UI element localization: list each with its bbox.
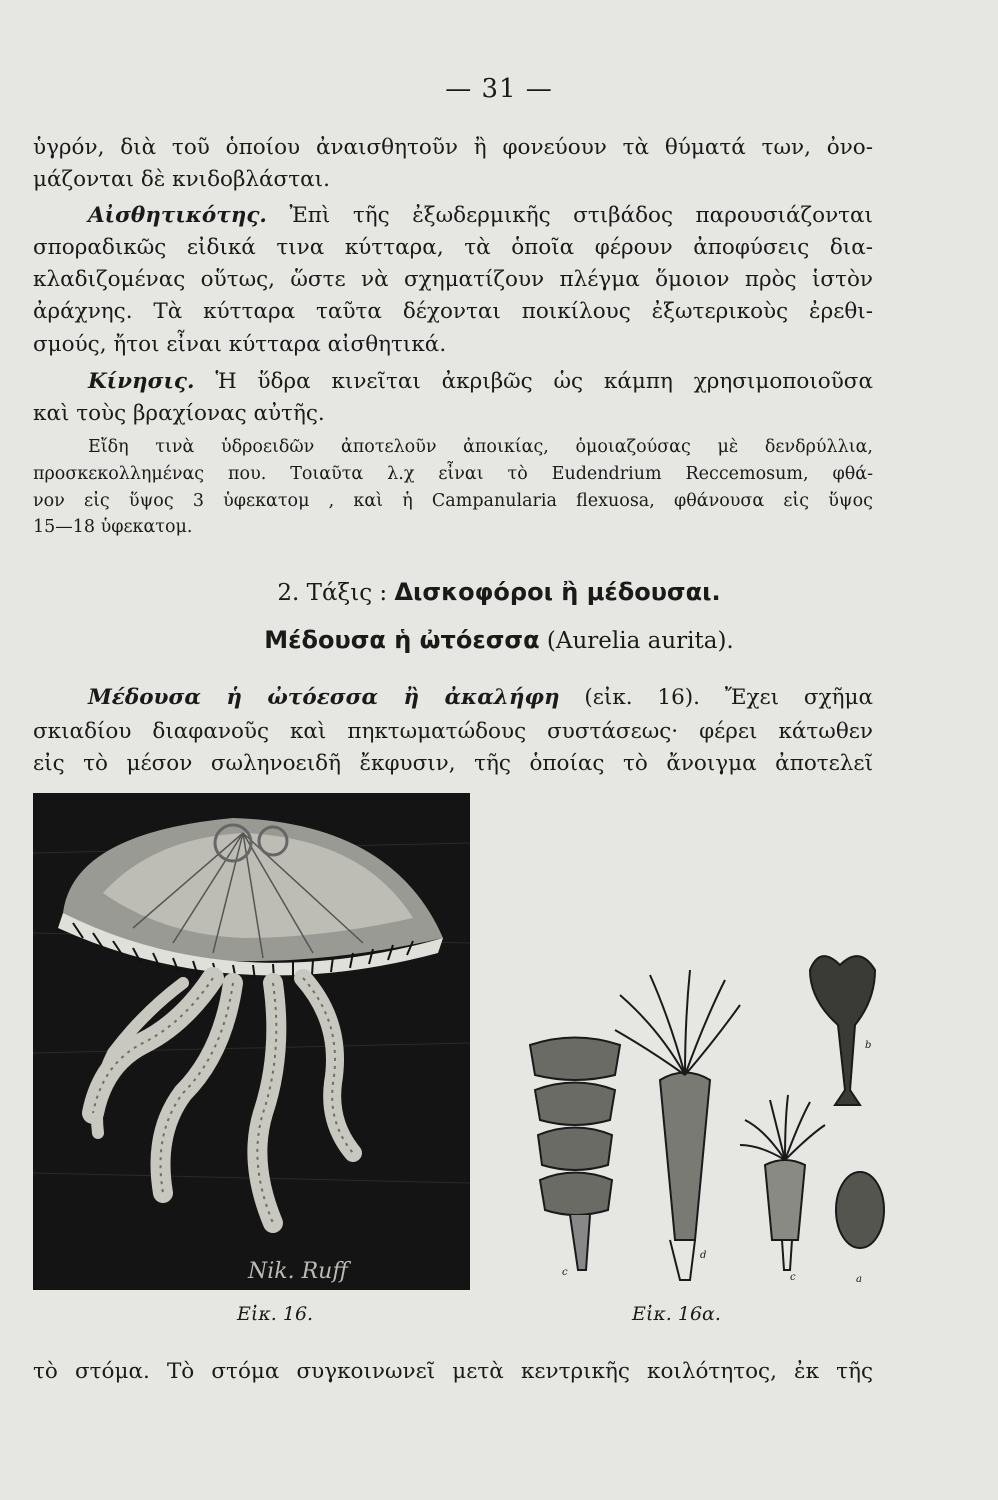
paragraph-heading: Μέδουσα ἡ ὠτόεσσα ἢ ἀκαλήφη [88,685,560,710]
paragraph-text: (εἰκ. 16). Ἔχει σχῆμα [559,685,873,710]
artist-signature: Nik. Ruff [248,1259,348,1284]
label-b: b [865,1040,872,1051]
text-line: τὸ στόμα. Τὸ στόμα συγκοινωνεῖ μετὰ κεντρικῆς κοιλότητος, ἐκ τῆς [33,1359,873,1384]
species-heading [0,626,998,654]
paragraph-heading: Κίνησις. [88,369,195,394]
text-line: ἀράχνης. Τὰ κύτταρα ταῦτα δέχονται ποικίλους ἐξωτερικοὺς ἐρεθι- [33,299,873,324]
order-heading [0,578,998,606]
note-line: προσκεκολλημένας που. Τοιαῦτα λ.χ εἶναι τὸ Eudendrium Reccemosum, φθά- [33,464,873,484]
hydroid-figure [520,950,892,1290]
order-label: 2. Τάξις : [277,580,388,606]
paragraph-text: Ἐπὶ τῆς ἐξωδερμικῆς στιβάδος παρουσιάζονται [266,203,873,228]
label-c2: c [790,1272,796,1283]
text-line [88,367,873,397]
label-a: a [856,1274,862,1285]
label-c1: c [562,1267,568,1278]
text-line: ὑγρόν, διὰ τοῦ ὁποίου ἀναισθητοῦν ἢ φονεύουν τὰ θύματά των, ὀνο- [33,135,873,160]
text-line: εἰς τὸ μέσον σωληνοειδῆ ἔκφυσιν, τῆς ὁποίας τὸ ἄνοιγμα ἀποτελεῖ [33,751,873,776]
text-line: σμούς, ἤτοι εἶναι κύτταρα αἰσθητικά. [33,332,447,357]
paragraph-heading: Αἰσθητικότης. [88,203,267,228]
text-line [88,683,873,713]
text-line: μάζονται δὲ κνιδοβλάσται. [33,167,330,192]
jellyfish-illustration [33,793,470,1290]
text-line: καὶ τοὺς βραχίονας αὐτῆς. [33,401,325,426]
hydroid-illustration [520,950,892,1290]
order-name: Δισκοφόροι ἢ μέδουσαι. [394,578,721,606]
text-line: σκιαδίου διαφανοῦς καὶ πηκτωματώδους συστάσεως· φέρει κάτωθεν [33,719,873,744]
species-name: Μέδουσα ἡ ὠτόεσσα [264,626,540,654]
note-line: 15—18 ὑφεκατομ. [33,517,193,537]
note-line: Εἴδη τινὰ ὑδροειδῶν ἀποτελοῦν ἀποικίας, ὁμοιαζούσας μὲ δενδρύλλια, [88,437,873,457]
text-line: σποραδικῶς εἰδικά τινα κύτταρα, τὰ ὁποῖα φέρουν ἀποφύσεις δια- [33,235,873,260]
paragraph-text: Ἡ ὕδρα κινεῖται ἀκριβῶς ὡς κάμπη χρησιμοποιοῦσα [194,369,873,394]
note-line: νον εἰς ὕψος 3 ὑφεκατομ , καὶ ἡ Campanularia flexuosa, φθάνουσα εἰς ὕψος [33,491,873,511]
label-d: d [700,1250,707,1261]
jellyfish-figure [33,793,470,1290]
fig16-caption: Εἰκ. 16. [237,1303,314,1325]
page-number: — 31 — [445,74,553,104]
species-latin: (Aurelia aurita). [546,628,734,654]
text-line [88,201,873,231]
text-line: κλαδιζομένας οὕτως, ὥστε νὰ σχηματίζουν πλέγμα ὅμοιον πρὸς ἱστὸν [33,267,873,292]
fig16a-caption: Εἰκ. 16α. [632,1303,721,1325]
